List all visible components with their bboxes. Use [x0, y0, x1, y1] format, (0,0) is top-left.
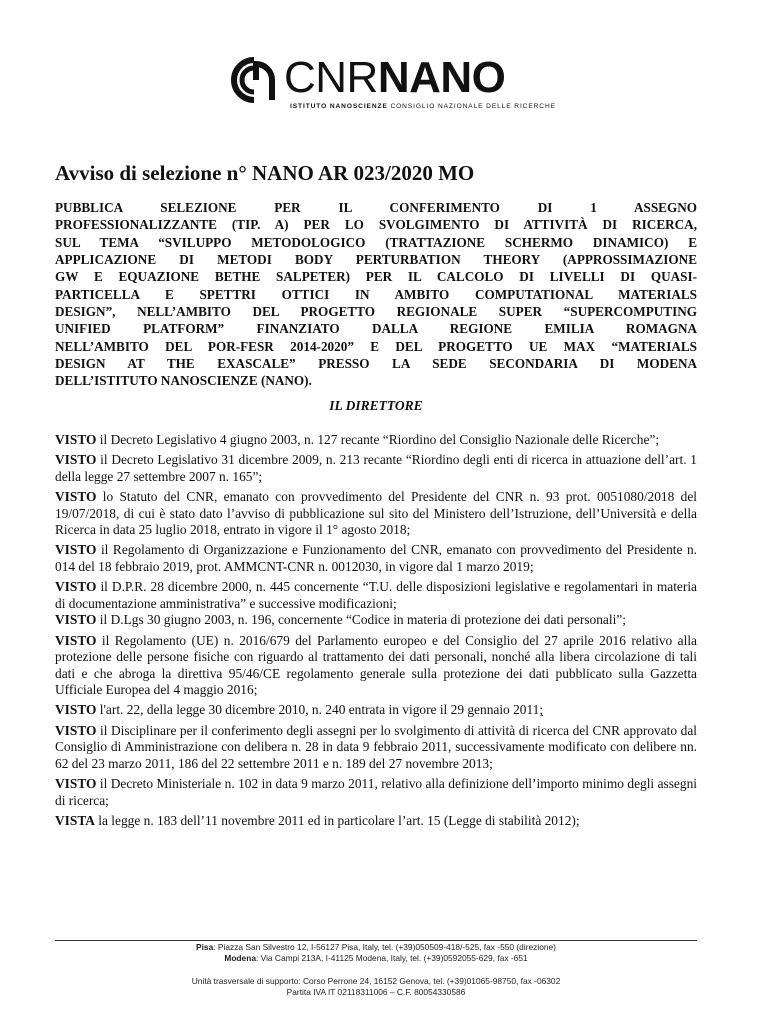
logo-wordmark: [284, 52, 505, 104]
subject-line: DELL’ISTITUTO NANOSCIENZE (NANO).: [55, 373, 312, 389]
footer-pisa-label: Pisa: [196, 942, 214, 952]
recital-lead: VISTO: [55, 542, 97, 558]
logo-nano-text: NANO: [377, 53, 506, 102]
logo-tagline-bold: ISTITUTO NANOSCIENZE: [290, 103, 388, 110]
recital-lead: VISTO: [55, 488, 97, 504]
recital-paragraph: [55, 542, 697, 575]
recital-text: il Decreto Legislativo 4 giugno 2003, n. 127 recante “Riordino del Consiglio Nazionale delle Ricerche”;: [96, 432, 660, 447]
subject-line: SUL TEMA “SVILUPPO METODOLOGICO (TRATTAZIONE SCHERMO DINAMICO) E: [55, 234, 697, 250]
footer-spacer: [0, 964, 752, 976]
recital-lead: VISTA: [55, 812, 95, 828]
recital-text: il Regolamento di Organizzazione e Funzionamento del CNR, emanato con provvedimento del Presidente n. 014 del 18 febbraio 2019, prot. AMMCNT-CNR n. 0012030, in vigore dal 1 marzo 2019;: [55, 542, 697, 574]
recital-paragraph: [55, 633, 697, 699]
recital-paragraph: [55, 432, 697, 449]
recital-lead: VISTO: [55, 432, 97, 447]
logo-cnr-text: CNR: [284, 53, 378, 102]
recital-lead: VISTO: [55, 452, 97, 468]
footer-modena-line: [0, 953, 752, 964]
logo-tagline-rest: CONSIGLIO NAZIONALE DELLE RICERCHE: [390, 103, 556, 110]
recital-text: la legge n. 183 dell’11 novembre 2011 ed in particolare l’art. 15 (Legge di stabilità 2012);: [94, 812, 580, 828]
recital-paragraph: [55, 579, 697, 612]
subject-line: UNIFIED PLATFORM” FINANZIATO DALLA REGIONE EMILIA ROMAGNA: [55, 321, 697, 337]
recital-paragraph: [55, 612, 697, 629]
document-title: Avviso di selezione n° NANO AR 023/2020 MO: [55, 161, 475, 185]
recital-paragraph: [55, 813, 697, 830]
recital-text: il Decreto Ministeriale n. 102 in data 9 marzo 2011, relativo alla definizione dell’importo minimo degli assegni di ricerca;: [55, 776, 697, 808]
footer-modena-text: : Via Campi 213A, I-41125 Modena, Italy, tel. (+39)0592055-629, fax -651: [255, 953, 528, 963]
recital-text: il Disciplinare per il conferimento degli assegni per lo svolgimento di attività di ricerca del CNR approvato dal Consiglio di Amministrazione con delibera n. 28 in data 9 febbraio 2011, successivamente modificato con delibere nn. 62 del 23 marzo 2011, 186 del 22 settembre 2011 e n. 189 del 27 novembre 2013;: [55, 722, 697, 771]
recitals-body: [55, 432, 697, 833]
subject-line: NELL’AMBITO DEL POR-FESR 2014-2020” E DEL PROGETTO UE MAX “MATERIALS: [55, 338, 697, 354]
director-heading: IL DIRETTORE: [329, 398, 423, 413]
cnr-nano-logo: [226, 52, 556, 122]
subject-line: PUBBLICA SELEZIONE PER IL CONFERIMENTO DI 1 ASSEGNO: [55, 200, 697, 215]
footer-pisa-text: : Piazza San Silvestro 12, I-56127 Pisa, Italy, tel. (+39)050509-418/-525, fax -550 (direzione): [213, 942, 556, 952]
recital-lead: VISTO: [55, 579, 97, 595]
recital-lead: VISTO: [55, 722, 97, 738]
footer-support-line: Unità trasversale di supporto: Corso Perrone 24, 16152 Genova, tel. (+39)01065-98750, fax -06302: [191, 976, 561, 986]
recital-lead: VISTO: [55, 776, 97, 792]
recital-paragraph: [55, 702, 697, 719]
subject-line: GW E EQUAZIONE BETHE SALPETER) PER IL CALCOLO DI LIVELLI DI QUASI-: [55, 269, 697, 285]
recital-text: il Regolamento (UE) n. 2016/679 del Parlamento europeo e del Consiglio del 27 aprile 2016 relativo alla protezione delle persone fisiche con riguardo al trattamento dei dati personali, nonché alla libera circolazione di tali dati e che abroga la direttiva 95/46/CE regolamento generale sulla protezione dei dati pubblicato sulla Gazzetta Ufficiale Europea del 4 maggio 2016;: [55, 632, 697, 698]
subject-block: [55, 199, 697, 390]
recital-text: il D.Lgs 30 giugno 2003, n. 196, concernente “Codice in materia di protezione dei dati personali”;: [96, 612, 626, 628]
recital-text: il Decreto Legislativo 31 dicembre 2009, n. 213 recante “Riordino degli enti di ricerca in attuazione dell’art. 1 della legge 27 settembre 2007 n. 165”;: [55, 452, 697, 484]
subject-line: DESIGN AT THE EXASCALE” PRESSO LA SEDE SECONDARIA DI MODENA: [55, 356, 697, 372]
recital-text: l'art. 22, della legge 30 dicembre 2010, n. 240 entrata in vigore il 29 gennaio 2011: [96, 702, 540, 718]
subject-line: PROFESSIONALIZZANTE (TIP. A) PER LO SVOLGIMENTO DI ATTIVITÀ DI RICERCA,: [55, 217, 697, 233]
page-footer: [0, 942, 752, 998]
footer-divider: [55, 940, 697, 941]
recital-text: il D.P.R. 28 dicembre 2000, n. 445 concernente “T.U. delle disposizioni legislative e regolamentari in materia di documentazione amministrativa” e successive modificazioni;: [55, 579, 697, 611]
footer-modena-label: Modena: [224, 953, 256, 963]
footer-pisa-line: [0, 942, 752, 953]
recital-lead: VISTO: [55, 612, 97, 628]
recital-paragraph: [55, 489, 697, 539]
recital-paragraph: [55, 723, 697, 773]
recital-text: lo Statuto del CNR, emanato con provvedimento del Presidente del CNR n. 93 prot. 0051080/2018 del 19/07/2018, di cui è stato dato l’avviso di pubblicazione sul sito del Ministero dell’Istruzione, dell’Università e della Ricerca in data 25 luglio 2018, entrato in vigore il 1° agosto 2018;: [55, 488, 697, 538]
logo-mark-icon: [226, 54, 286, 106]
subject-line: DESIGN”, NELL’AMBITO DEL PROGETTO REGIONALE SUPER “SUPERCOMPUTING: [55, 304, 697, 320]
recital-tail: ;: [539, 702, 544, 718]
subject-line: APPLICAZIONE DI METODI BODY PERTURBATION THEORY (APPROSSIMAZIONE: [55, 252, 697, 268]
recital-lead: VISTO: [55, 632, 97, 648]
logo-tagline: [290, 103, 556, 110]
recital-paragraph: [55, 776, 697, 809]
recital-lead: VISTO: [55, 702, 97, 718]
footer-vat-line: Partita IVA IT 02118311006 – C.F. 80054330586: [286, 987, 466, 997]
recital-paragraph: [55, 452, 697, 485]
subject-line: PARTICELLA E SPETTRI OTTICI IN AMBITO COMPUTATIONAL MATERIALS: [55, 286, 697, 302]
